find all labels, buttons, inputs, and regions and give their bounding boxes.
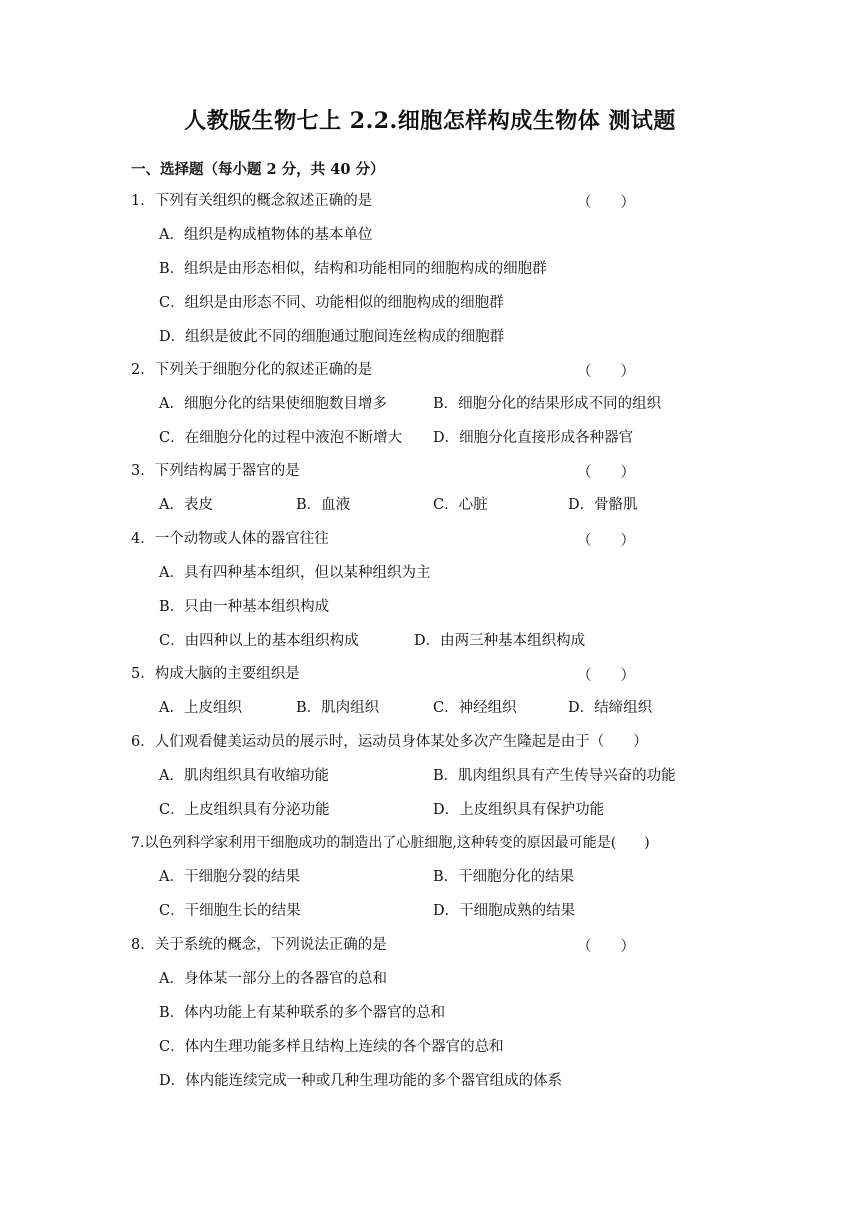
question-8-option-b: B．体内功能上有某种联系的多个器官的总和 — [159, 1005, 446, 1021]
question-5-option-b: B．肌肉组织 — [296, 700, 380, 716]
question-6-option-d: D．上皮组织具有保护功能 — [433, 802, 605, 818]
question-4-option-a: A．具有四种基本组织，但以某种组织为主 — [159, 565, 431, 581]
question-4-option-b: B．只由一种基本组织构成 — [159, 599, 330, 615]
question-1-option-b: B．组织是由形态相似，结构和功能相同的细胞构成的细胞群 — [159, 261, 547, 277]
document-title: 人教版生物七上 2.2.细胞怎样构成生物体 测试题 — [184, 108, 676, 134]
question-7-stem: 7.以色列科学家利用干细胞成功的制造出了心脏细胞,这种转变的原因最可能是( ) — [131, 835, 650, 851]
question-7-option-d: D．干细胞成熟的结果 — [433, 903, 576, 919]
answer-blank-4: （ ） — [577, 533, 635, 549]
question-3-stem: 3．下列结构属于器官的是 — [131, 463, 300, 479]
question-2-option-a: A．细胞分化的结果使细胞数目增多 — [159, 396, 387, 412]
answer-blank-8: （ ） — [577, 939, 635, 955]
question-1-option-a: A．组织是构成植物体的基本单位 — [159, 227, 373, 243]
question-2-stem: 2．下列关于细胞分化的叙述正确的是 — [131, 362, 373, 378]
answer-blank-5: （ ） — [577, 668, 635, 684]
question-4-option-c: C．由四种以上的基本组织构成 — [159, 633, 359, 649]
question-3-option-d: D．骨骼肌 — [568, 497, 638, 513]
question-2-option-d: D．细胞分化直接形成各种器官 — [433, 430, 634, 446]
question-8-option-d: D．体内能连续完成一种或几种生理功能的多个器官组成的体系 — [159, 1073, 563, 1089]
question-7-option-b: B．干细胞分化的结果 — [433, 869, 575, 885]
question-6-option-c: C．上皮组织具有分泌功能 — [159, 802, 330, 818]
answer-blank-3: （ ） — [577, 465, 635, 481]
question-8-option-a: A．身体某一部分上的各器官的总和 — [159, 971, 387, 987]
question-5-option-c: C．神经组织 — [433, 700, 517, 716]
question-1-option-d: D．组织是彼此不同的细胞通过胞间连丝构成的细胞群 — [159, 329, 505, 345]
question-1-option-c: C．组织是由形态不同、功能相似的细胞构成的细胞群 — [159, 295, 504, 311]
question-3-option-c: C．心脏 — [433, 497, 488, 513]
question-6-stem: 6．人们观看健美运动员的展示时，运动员身体某处多次产生隆起是由于（ ） — [131, 734, 648, 750]
question-6-option-a: A．肌肉组织具有收缩功能 — [159, 768, 329, 784]
question-7-option-c: C．干细胞生长的结果 — [159, 903, 301, 919]
answer-blank-1: （ ） — [577, 195, 635, 211]
question-4-option-d: D．由两三种基本组织构成 — [414, 633, 586, 649]
question-2-option-b: B．细胞分化的结果形成不同的组织 — [433, 396, 662, 412]
question-3-option-a: A．表皮 — [159, 497, 213, 513]
question-8-stem: 8．关于系统的概念，下列说法正确的是 — [131, 937, 387, 953]
question-7-option-a: A．干细胞分裂的结果 — [159, 869, 300, 885]
question-3-option-b: B．血液 — [296, 497, 351, 513]
answer-blank-2: （ ） — [577, 364, 635, 380]
question-6-option-b: B．肌肉组织具有产生传导兴奋的功能 — [433, 768, 676, 784]
question-4-stem: 4．一个动物或人体的器官往往 — [131, 531, 329, 547]
question-5-option-a: A．上皮组织 — [159, 700, 242, 716]
question-1-stem: 1．下列有关组织的概念叙述正确的是 — [131, 193, 373, 209]
question-5-stem: 5．构成大脑的主要组织是 — [131, 666, 300, 682]
question-5-option-d: D．结缔组织 — [568, 700, 653, 716]
section-heading: 一、选择题（每小题 2 分，共 40 分） — [131, 161, 385, 178]
question-2-option-c: C．在细胞分化的过程中液泡不断增大 — [159, 430, 403, 446]
question-8-option-c: C．体内生理功能多样且结构上连续的各个器官的总和 — [159, 1039, 504, 1055]
